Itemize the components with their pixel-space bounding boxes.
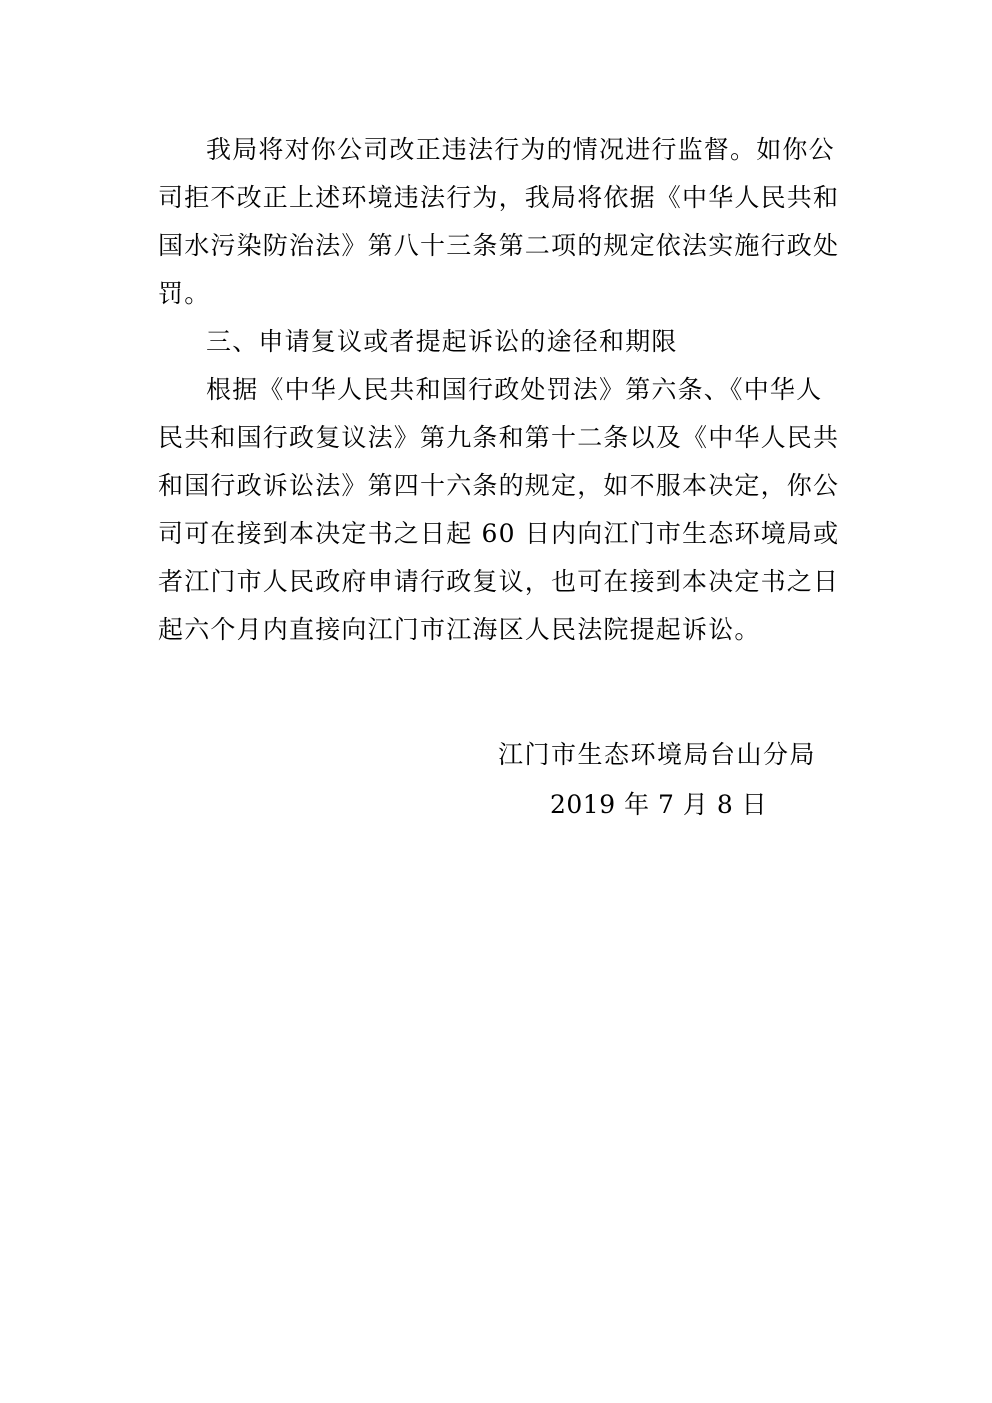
section-heading: 三、申请复议或者提起诉讼的途径和期限 <box>206 327 678 356</box>
paragraph-1-line-3: 国水污染防治法》第八十三条第二项的规定依法实施行政处 <box>158 231 840 260</box>
paragraph-2-line-2: 民共和国行政复议法》第九条和第十二条以及《中华人民共 <box>158 423 840 452</box>
paragraph-2-line-5: 者江门市人民政府申请行政复议，也可在接到本决定书之日 <box>158 567 840 596</box>
paragraph-1-line-4: 罚。 <box>158 279 211 308</box>
signature-block <box>498 730 838 830</box>
paragraph-1-line-2: 司拒不改正上述环境违法行为，我局将依据《中华人民共和 <box>158 183 840 212</box>
document-body <box>158 126 844 654</box>
paragraph-2-line-3: 和国行政诉讼法》第四十六条的规定，如不服本决定，你公 <box>158 471 840 500</box>
signature-date: 2019 年 7 月 8 日 <box>550 790 768 819</box>
signature-organization: 江门市生态环境局台山分局 <box>498 740 817 769</box>
paragraph-1-line-1: 我局将对你公司改正违法行为的情况进行监督。如你公 <box>206 135 835 164</box>
paragraph-2-line-4: 司可在接到本决定书之日起 60 日内向江门市生态环境局或 <box>158 519 840 548</box>
paragraph-2-line-6: 起六个月内直接向江门市江海区人民法院提起诉讼。 <box>158 615 761 644</box>
paragraph-2-line-1: 根据《中华人民共和国行政处罚法》第六条、《中华人 <box>206 375 823 404</box>
